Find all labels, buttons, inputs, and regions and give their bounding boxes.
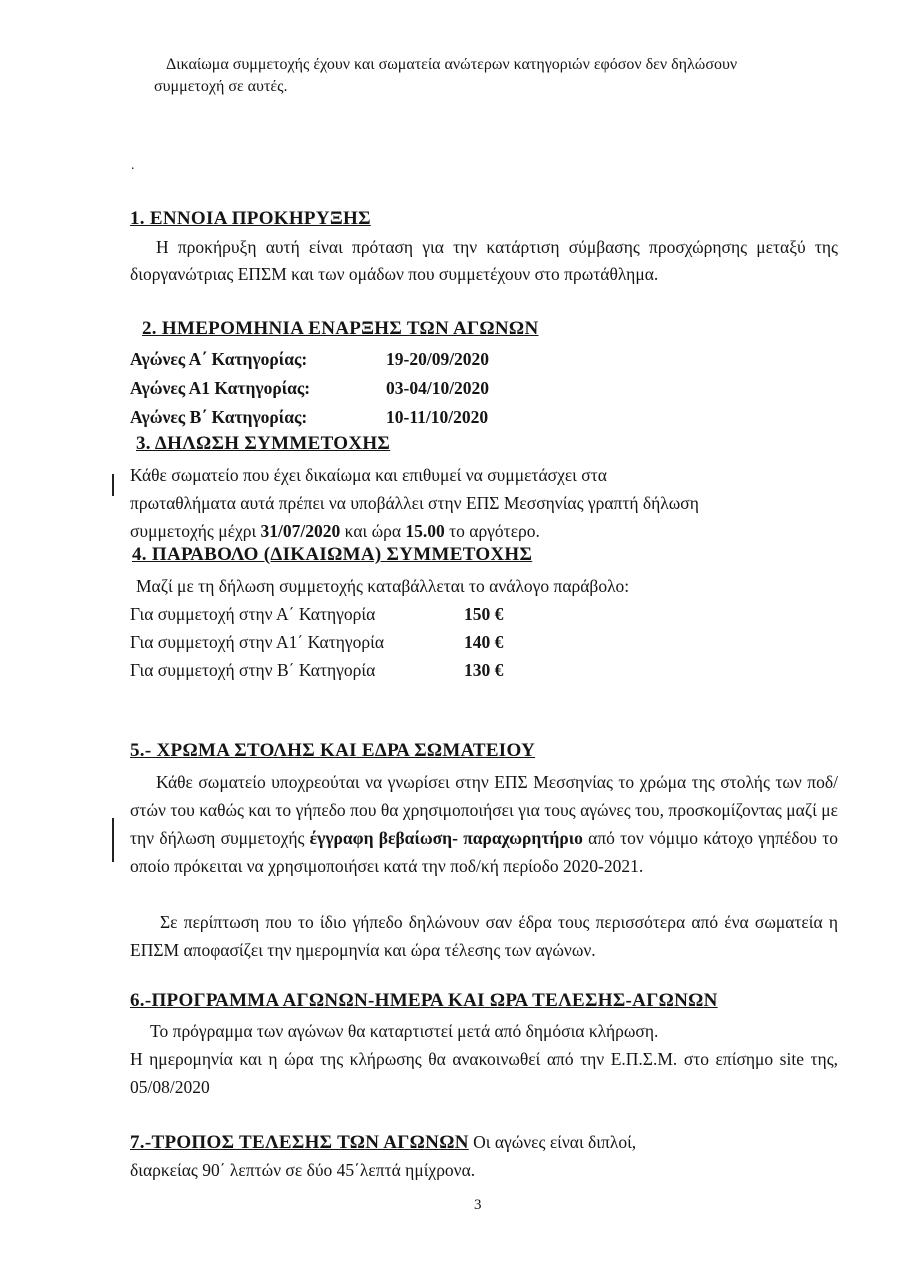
deadline-text: και ώρα [340, 521, 406, 541]
fee-row [130, 600, 503, 628]
section-7-text: Οι αγώνες είναι διπλοί, [468, 1132, 637, 1152]
start-date-row [130, 374, 489, 402]
fee-label: Για συμμετοχή στην Α΄ Κατηγορία [130, 604, 376, 624]
section-6-heading: 6.-ΠΡΟΓΡΑΜΜΑ ΑΓΩΝΩΝ-ΗΜΕΡΑ ΚΑΙ ΩΡΑ ΤΕΛΕΣΗΣ-ΑΓΩΝΩΝ [130, 990, 718, 1011]
section-5-bold-text: έγγραφη βεβαίωση- παραχωρητήριο [309, 828, 583, 848]
fee-label: Για συμμετοχή στην Β΄ Κατηγορία [130, 660, 376, 680]
section-3-line-1: Κάθε σωματείο που έχει δικαίωμα και επιθυμεί να συμμετάσχει στα [130, 465, 607, 485]
start-date-row [130, 403, 488, 431]
start-date-value: 10-11/10/2020 [386, 407, 489, 427]
start-date-value: 03-04/10/2020 [386, 378, 490, 398]
page-number: 3 [474, 1197, 482, 1213]
section-5-paragraph-1 [130, 768, 838, 880]
fee-row [130, 656, 503, 684]
section-1-heading: 1. ΕΝΝΟΙΑ ΠΡΟΚΗΡΥΞΗΣ [130, 208, 371, 229]
deadline-text: το αργότερο. [444, 521, 540, 541]
stray-dot: . [131, 158, 135, 173]
section-3-line-2: πρωταθλήματα αυτά πρέπει να υποβάλλει στην ΕΠΣ Μεσσηνίας γραπτή δήλωση [130, 493, 699, 513]
section-5-text: από τον νόμιμο κάτοχο γηπέδου το οποίο πρόκειται να χρησιμοποιήσει κατά την ποδ/κή περίοδο 2020-2021. [130, 828, 838, 876]
section-7-heading: 7.-ΤΡΟΠΟΣ ΤΕΛΕΣΗΣ ΤΩΝ ΑΓΩΝΩΝ [130, 1132, 469, 1153]
section-6-line-1: Το πρόγραμμα των αγώνων θα καταρτιστεί μετά από δημόσια κλήρωση. [150, 1021, 659, 1041]
section-5-paragraph-2: Σε περίπτωση που το ίδιο γήπεδο δηλώνουν σαν έδρα τους περισσότερα από ένα σωματεία η ΕΠΣΜ αποφασίζει την ημερομηνία και ώρα τέλεσης των αγώνων. [130, 912, 838, 960]
start-date-label: Αγώνες Α1 Κατηγορίας: [130, 378, 311, 398]
start-date-row [130, 345, 489, 373]
section-2-heading: 2. ΗΜΕΡΟΜΗΝΙΑ ΕΝΑΡΞΗΣ ΤΩΝ ΑΓΩΝΩΝ [142, 318, 539, 339]
deadline-time: 15.00 [405, 521, 445, 541]
intro-line-1: Δικαίωμα συμμετοχής έχουν και σωματεία ανώτερων κατηγοριών εφόσον δεν δηλώσουν [166, 56, 738, 73]
section-4-heading: 4. ΠΑΡΑΒΟΛΟ (ΔΙΚΑΙΩΜΑ) ΣΥΜΜΕΤΟΧΗΣ [132, 544, 533, 565]
margin-mark [112, 818, 114, 862]
fee-amount: 130 € [464, 660, 504, 680]
section-6-paragraph: Η ημερομηνία και η ώρα της κλήρωσης θα ανακοινωθεί από την Ε.Π.Σ.Μ. στο επίσημο site της, 05/08/2020 [130, 1049, 838, 1097]
fee-amount: 150 € [464, 604, 504, 624]
section-3-heading: 3. ΔΗΛΩΣΗ ΣΥΜΜΕΤΟΧΗΣ [136, 433, 391, 454]
section-1-paragraph: Η προκήρυξη αυτή είναι πρόταση για την κατάρτιση σύμβασης προσχώρησης μεταξύ της διοργανώτριας ΕΠΣΜ και των ομάδων που συμμετέχουν στο πρωτάθλημα. [130, 237, 838, 284]
section-3-line-3 [130, 517, 540, 545]
intro-line-2: συμμετοχή σε αυτές. [154, 78, 288, 95]
section-5-heading: 5.- ΧΡΩΜΑ ΣΤΟΛΗΣ ΚΑΙ ΕΔΡΑ ΣΩΜΑΤΕΙΟΥ [130, 740, 536, 761]
section-5-text: Κάθε σωματείο υποχρεούται να γνωρίσει στην ΕΠΣ Μεσσηνίας το χρώμα της στολής των ποδ/στών του καθώς και το γήπεδο που θα χρησιμοποιήσει για τους αγώνες του, προσκομίζοντας μαζί με την δήλωση συμμετοχής [130, 772, 838, 848]
start-date-label: Αγώνες Β΄ Κατηγορίας: [130, 407, 308, 427]
fee-label: Για συμμετοχή στην Α1΄ Κατηγορία [130, 632, 385, 652]
section-7-line-2: διαρκείας 90΄ λεπτών σε δύο 45΄λεπτά ημίχρονα. [130, 1160, 476, 1180]
margin-mark [112, 474, 114, 496]
deadline-text: συμμετοχής μέχρι [130, 521, 261, 541]
fees-intro: Μαζί με τη δήλωση συμμετοχής καταβάλλεται το ανάλογο παράβολο: [136, 576, 630, 596]
section-7-line-1 [130, 1128, 636, 1157]
fee-amount: 140 € [464, 632, 504, 652]
start-date-label: Αγώνες Α΄ Κατηγορίας: [130, 349, 308, 369]
start-date-value: 19-20/09/2020 [386, 349, 490, 369]
deadline-date: 31/07/2020 [260, 521, 341, 541]
fee-row [130, 628, 503, 656]
